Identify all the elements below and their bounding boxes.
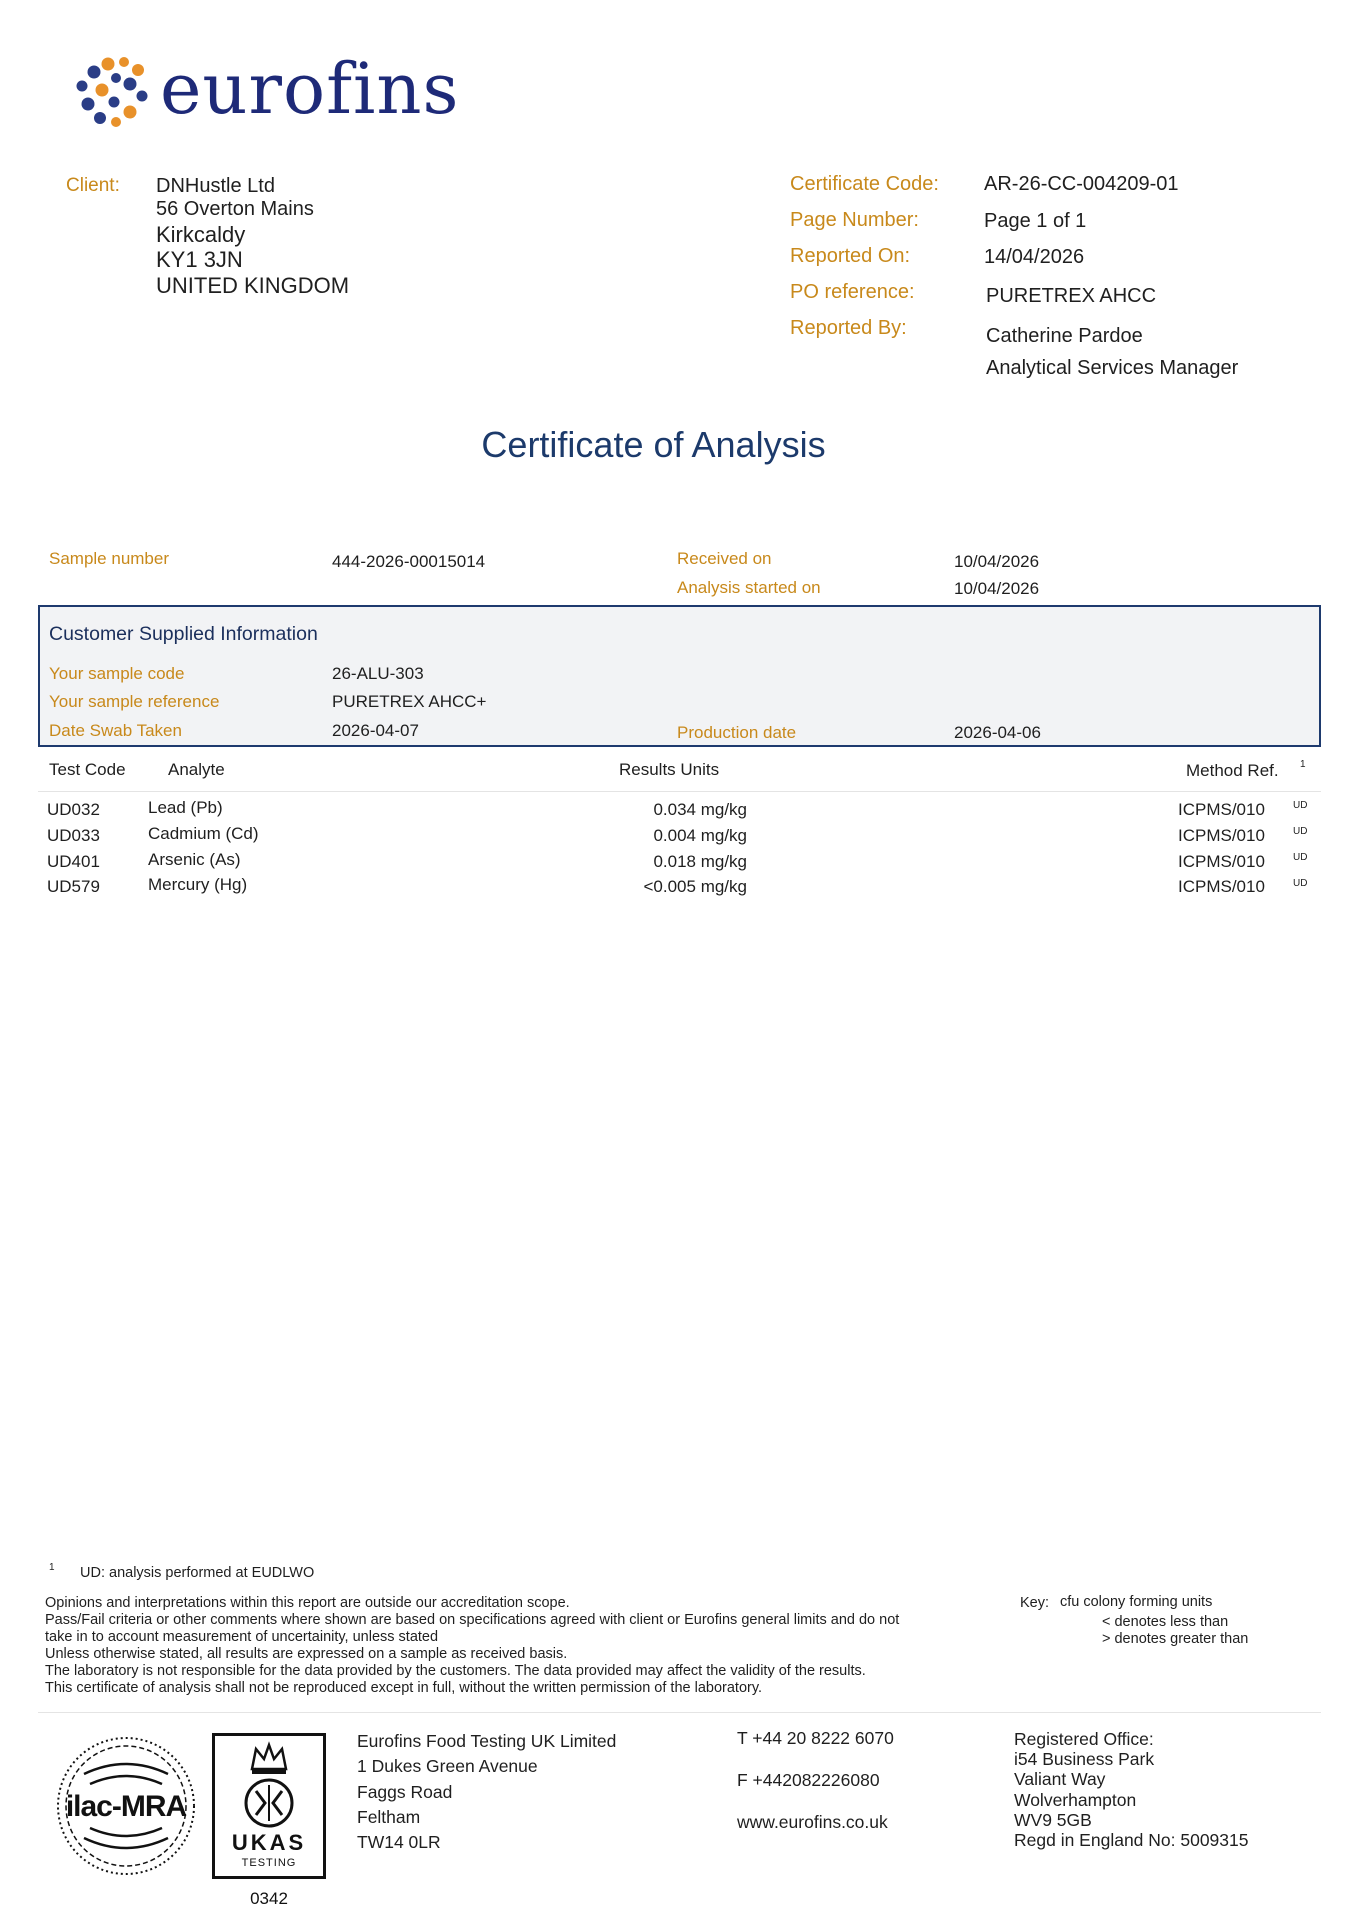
registered-office-line: Regd in England No: 5009315 [1014, 1830, 1249, 1850]
ilac-mra-seal-icon [54, 1734, 198, 1878]
disclaimer-line: Opinions and interpretations within this report are outside our accreditation scope. [45, 1595, 570, 1611]
page-title: Certificate of Analysis [481, 424, 826, 465]
col-method-ref-footnote: 1 [1300, 759, 1306, 770]
key-line: < denotes less than [1102, 1614, 1229, 1630]
company-address-line: Feltham [357, 1807, 421, 1827]
col-method-ref: Method Ref. [1186, 761, 1279, 780]
eurofins-logo-mark [74, 56, 150, 128]
table-row-method: ICPMS/010 [1178, 877, 1265, 896]
client-name: DNHustle Ltd [156, 175, 275, 197]
company-address-line: Faggs Road [357, 1782, 453, 1802]
registered-office-label: Registered Office: [1014, 1729, 1154, 1749]
received-on-label: Received on [677, 549, 772, 568]
key-line: > denotes greater than [1102, 1631, 1249, 1647]
table-row-result: 0.004 mg/kg [653, 826, 747, 845]
date-swab-label: Date Swab Taken [49, 721, 182, 740]
footnote-text: UD: analysis performed at EUDLWO [80, 1565, 315, 1581]
client-postcode: KY1 3JN [156, 247, 243, 272]
table-row-result: 0.034 mg/kg [653, 800, 747, 819]
col-test-code: Test Code [49, 760, 126, 779]
table-row-code: UD401 [47, 852, 100, 871]
ukas-text: UKAS [231, 1830, 307, 1855]
table-row-code: UD579 [47, 877, 100, 896]
table-row-analyte: Mercury (Hg) [148, 875, 248, 894]
client-city: Kirkcaldy [156, 222, 246, 247]
sample-number-label: Sample number [49, 549, 170, 568]
key-label: Key: [1020, 1595, 1050, 1611]
received-on: 10/04/2026 [954, 552, 1040, 571]
certificate-code-label: Certificate Code: [790, 173, 939, 195]
reported-by-name: Catherine Pardoe [986, 325, 1143, 347]
company-address-line: TW14 0LR [357, 1832, 441, 1852]
reported-by-title: Analytical Services Manager [986, 357, 1239, 379]
client-country: UNITED KINGDOM [156, 273, 350, 298]
client-address: 56 Overton Mains [156, 198, 314, 220]
table-row-method: ICPMS/010 [1178, 826, 1265, 845]
phone-number: T +44 20 8222 6070 [737, 1728, 894, 1748]
sample-reference: PURETREX AHCC+ [332, 692, 487, 711]
po-reference-label: PO reference: [790, 281, 915, 303]
col-analyte: Analyte [168, 760, 225, 779]
website-link[interactable]: www.eurofins.co.uk [737, 1812, 888, 1832]
company-name: Eurofins Food Testing UK Limited [357, 1731, 617, 1751]
table-row-lab: UD [1293, 826, 1308, 837]
footer-divider [38, 1712, 1321, 1713]
registered-office-line: Wolverhampton [1014, 1790, 1137, 1810]
sample-reference-label: Your sample reference [49, 692, 220, 711]
po-reference: PURETREX AHCC [986, 285, 1157, 307]
reported-on: 14/04/2026 [984, 246, 1085, 268]
disclaimer-line: Unless otherwise stated, all results are expressed on a sample as received basis. [45, 1646, 568, 1662]
registered-office-line: Valiant Way [1014, 1769, 1106, 1789]
table-header-divider [38, 791, 1321, 792]
analysis-started-label: Analysis started on [677, 578, 821, 597]
table-row-code: UD033 [47, 826, 100, 845]
customer-info-heading: Customer Supplied Information [49, 623, 318, 645]
table-row-analyte: Cadmium (Cd) [148, 824, 259, 843]
col-results-units: Results Units [619, 760, 720, 779]
table-row-lab: UD [1293, 852, 1308, 863]
table-row-method: ICPMS/010 [1178, 800, 1265, 819]
disclaimer-line: Pass/Fail criteria or other comments where shown are based on specifications agreed with client or Eurofins general limits and do not [45, 1612, 900, 1628]
registered-office-line: i54 Business Park [1014, 1749, 1155, 1769]
table-row-analyte: Arsenic (As) [148, 850, 241, 869]
table-row-result: <0.005 mg/kg [643, 877, 747, 896]
ilac-text: ilac-MRA [65, 1790, 187, 1823]
page-number-label: Page Number: [790, 209, 919, 231]
disclaimer-line: The laboratory is not responsible for the data provided by the customers. The data provided may affect the validity of the results. [45, 1663, 866, 1679]
company-address-line: 1 Dukes Green Avenue [357, 1756, 538, 1776]
production-date: 2026-04-06 [954, 723, 1041, 742]
reported-on-label: Reported On: [790, 245, 911, 267]
footnote-number: 1 [49, 1562, 55, 1573]
table-row-method: ICPMS/010 [1178, 852, 1265, 871]
table-row-lab: UD [1293, 878, 1308, 889]
sample-number: 444-2026-00015014 [332, 552, 486, 571]
table-row-result: 0.018 mg/kg [653, 852, 747, 871]
key-line: cfu colony forming units [1060, 1594, 1213, 1610]
table-row-code: UD032 [47, 800, 100, 819]
ukas-number: 0342 [250, 1889, 288, 1908]
production-date-label: Production date [677, 723, 797, 742]
analysis-started: 10/04/2026 [954, 579, 1040, 598]
crown-icon [238, 1741, 300, 1829]
fax-number: F +442082226080 [737, 1770, 880, 1790]
eurofins-logo-text: eurofins [160, 48, 460, 130]
reported-by-label: Reported By: [790, 317, 907, 339]
disclaimer-line: take in to account measurement of uncertainity, unless stated [45, 1629, 439, 1645]
sample-code: 26-ALU-303 [332, 664, 424, 683]
ukas-testing-text: TESTING [241, 1857, 297, 1869]
disclaimer-line: This certificate of analysis shall not be reproduced except in full, without the written permission of the laboratory. [45, 1680, 763, 1696]
certificate-code: AR-26-CC-004209-01 [984, 173, 1179, 195]
table-row-lab: UD [1293, 800, 1308, 811]
registered-office-line: WV9 5GB [1014, 1810, 1092, 1830]
date-swab: 2026-04-07 [332, 721, 419, 740]
page-number: Page 1 of 1 [984, 210, 1087, 232]
sample-code-label: Your sample code [49, 664, 185, 683]
table-row-analyte: Lead (Pb) [148, 798, 223, 817]
client-label: Client: [66, 175, 120, 196]
